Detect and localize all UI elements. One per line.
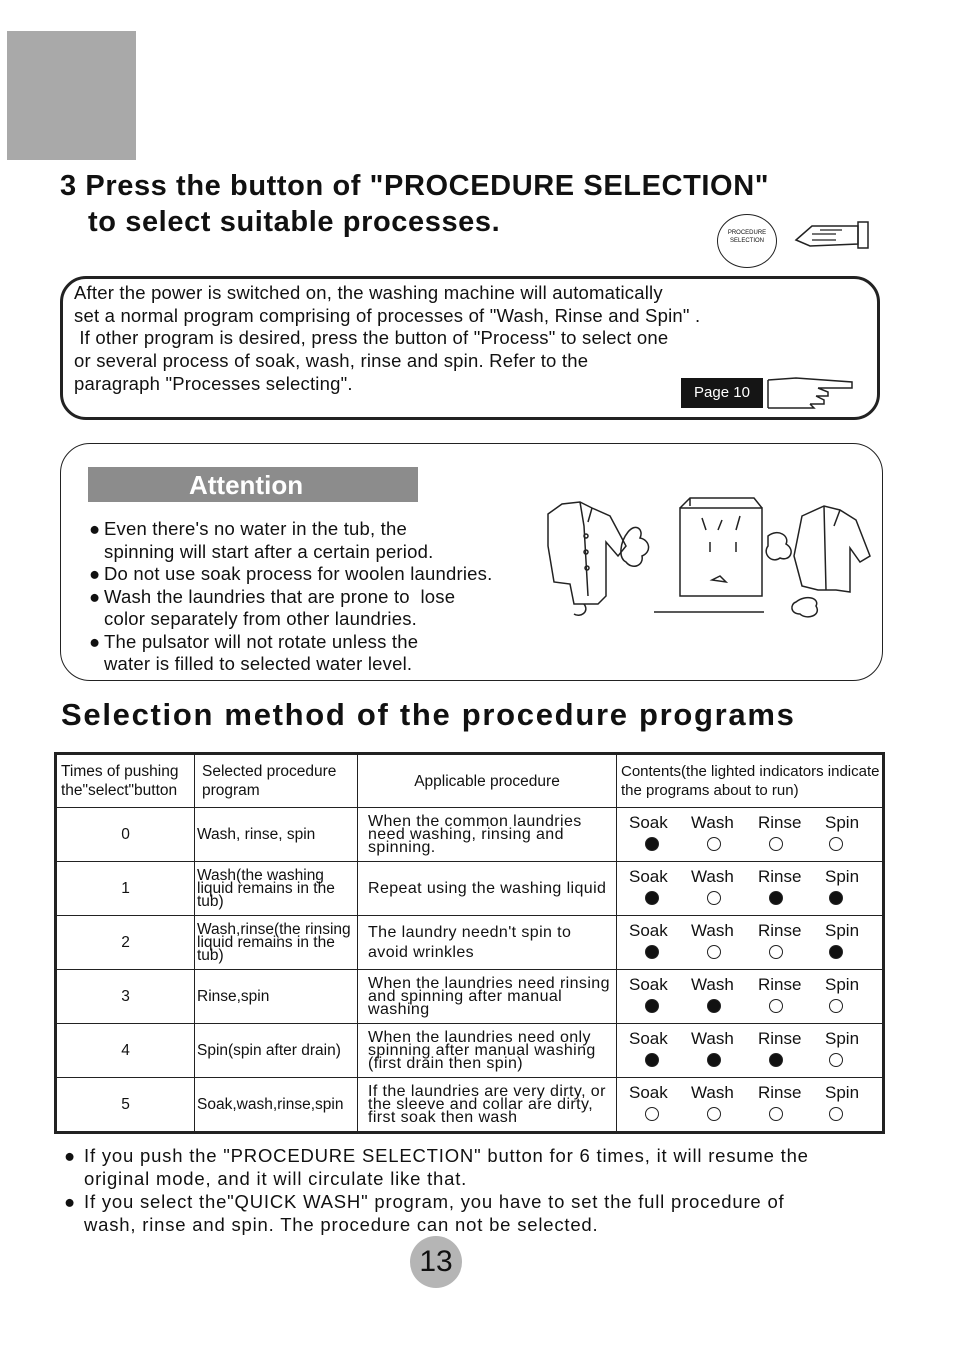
indicator-light-icon bbox=[707, 837, 721, 851]
table-row bbox=[56, 862, 884, 916]
times-cell: 4 bbox=[56, 1024, 195, 1078]
indicator-light-icon bbox=[645, 891, 659, 905]
indicator-label: Rinse bbox=[758, 867, 802, 886]
times-cell: 2 bbox=[56, 916, 195, 970]
table-body bbox=[56, 808, 884, 1133]
indicator-group bbox=[617, 970, 882, 1023]
indicator-light-icon bbox=[769, 1107, 783, 1121]
applicable-cell: The laundry needn't spin to avoid wrinkles bbox=[358, 916, 617, 970]
indicator-group bbox=[617, 808, 882, 861]
indicator-label: Spin bbox=[825, 1029, 860, 1048]
attention-item bbox=[86, 631, 492, 676]
pointing-hand-icon bbox=[792, 216, 878, 252]
indicator-light-icon bbox=[829, 891, 843, 905]
program-cell: Spin(spin after drain) bbox=[195, 1024, 358, 1078]
header-times: Times of pushing the"select"button bbox=[56, 754, 195, 808]
indicator-cell bbox=[617, 916, 884, 970]
attention-item-text: The pulsator will not rotate unless the water is filled to selected water level. bbox=[104, 630, 419, 674]
times-cell: 5 bbox=[56, 1078, 195, 1133]
indicator-light-icon bbox=[769, 1053, 783, 1067]
header-selected-program: Selected procedure program bbox=[195, 754, 358, 808]
attention-item bbox=[86, 518, 492, 563]
times-cell: 3 bbox=[56, 970, 195, 1024]
procedure-button-label-line2: SELECTION bbox=[729, 238, 764, 244]
indicator-light-icon bbox=[829, 1053, 843, 1067]
bullet-icon: ● bbox=[89, 585, 101, 607]
attention-item bbox=[86, 586, 492, 631]
bullet-icon: ● bbox=[89, 630, 101, 652]
indicator-label: Rinse bbox=[758, 975, 802, 994]
attention-item bbox=[86, 563, 492, 586]
attention-title: Attention bbox=[88, 467, 418, 502]
step-heading bbox=[60, 168, 769, 240]
indicator-light-icon bbox=[769, 945, 783, 959]
indicator-label: Soak bbox=[629, 921, 668, 940]
footnote-item bbox=[64, 1144, 809, 1190]
indicator-label: Soak bbox=[629, 813, 668, 832]
indicator-label: Wash bbox=[691, 921, 734, 940]
indicator-label: Soak bbox=[629, 867, 668, 886]
table-row bbox=[56, 1078, 884, 1133]
bullet-icon: ● bbox=[89, 518, 101, 539]
table-row bbox=[56, 808, 884, 862]
indicator-label: Rinse bbox=[758, 1083, 802, 1102]
indicator-cell bbox=[617, 808, 884, 862]
attention-item-text: Do not use soak process for woolen laundries. bbox=[104, 563, 493, 584]
indicator-light-icon bbox=[707, 999, 721, 1013]
table-row bbox=[56, 1024, 884, 1078]
applicable-cell: Repeat using the washing liquid bbox=[358, 862, 617, 916]
indicator-light-icon bbox=[707, 945, 721, 959]
table-row bbox=[56, 916, 884, 970]
times-cell: 0 bbox=[56, 808, 195, 862]
indicator-light-icon bbox=[769, 837, 783, 851]
applicable-cell: When the laundries need rinsing and spinning after manual washing bbox=[358, 970, 617, 1024]
indicator-light-icon bbox=[645, 1053, 659, 1067]
indicator-label: Wash bbox=[691, 1083, 734, 1102]
indicator-label: Soak bbox=[629, 1083, 668, 1102]
indicator-group bbox=[617, 862, 882, 915]
indicator-light-icon bbox=[829, 1107, 843, 1121]
step-heading-line2: to select suitable processes. bbox=[88, 206, 501, 238]
indicator-label: Rinse bbox=[758, 1029, 802, 1048]
indicator-light-icon bbox=[707, 1053, 721, 1067]
indicator-label: Rinse bbox=[758, 921, 802, 940]
program-cell: Rinse,spin bbox=[195, 970, 358, 1024]
indicator-group bbox=[617, 916, 882, 969]
indicator-label: Spin bbox=[825, 975, 860, 994]
indicator-cell bbox=[617, 970, 884, 1024]
indicator-light-icon bbox=[829, 945, 843, 959]
procedure-programs-table bbox=[54, 752, 885, 1134]
program-cell: Wash(the washing liquid remains in the tub) bbox=[195, 862, 358, 916]
indicator-cell bbox=[617, 1078, 884, 1133]
indicator-label: Soak bbox=[629, 975, 668, 994]
intro-text: After the power is switched on, the washing machine will automatically set a normal program comprising of processes of "Wash, Rinse and Spin" . If other program is desired, press the button of "Process" to select one or several process of soak, wash, rinse and spin. Refer to the paragraph "Processes selecting". bbox=[74, 282, 701, 394]
procedure-button-label-line1: PROCEDURE bbox=[727, 230, 767, 236]
indicator-light-icon bbox=[707, 1107, 721, 1121]
indicator-light-icon bbox=[707, 891, 721, 905]
section-title: Selection method of the procedure programs bbox=[61, 697, 796, 732]
page-number: 13 bbox=[410, 1236, 462, 1288]
indicator-label: Spin bbox=[825, 867, 860, 886]
indicator-cell bbox=[617, 1024, 884, 1078]
washing-machine-cartoon-illustration bbox=[540, 486, 880, 626]
indicator-group bbox=[617, 1024, 882, 1077]
footnote-text: If you select the"QUICK WASH" program, you have to set the full procedure of wash, rinse and spin. The procedure can not be selected. bbox=[84, 1191, 785, 1235]
indicator-label: Wash bbox=[691, 867, 734, 886]
applicable-cell: When the laundries need only spinning after manual washing (first drain then spin) bbox=[358, 1024, 617, 1078]
indicator-light-icon bbox=[645, 837, 659, 851]
table-header-row bbox=[56, 754, 884, 808]
indicator-label: Wash bbox=[691, 813, 734, 832]
indicator-label: Rinse bbox=[758, 813, 802, 832]
indicator-label: Soak bbox=[629, 1029, 668, 1048]
bullet-icon: ● bbox=[64, 1191, 76, 1212]
attention-item-text: Even there's no water in the tub, the spinning will start after a certain period. bbox=[104, 518, 434, 562]
footnotes-list bbox=[64, 1144, 809, 1236]
indicator-label: Spin bbox=[825, 921, 860, 940]
step-heading-line1: 3 Press the button of "PROCEDURE SELECTION" bbox=[60, 170, 770, 202]
indicator-light-icon bbox=[769, 999, 783, 1013]
times-cell: 1 bbox=[56, 862, 195, 916]
corner-tab-block bbox=[7, 31, 136, 160]
header-applicable: Applicable procedure bbox=[358, 754, 617, 808]
footnote-item bbox=[64, 1190, 809, 1236]
indicator-cell bbox=[617, 862, 884, 916]
indicator-light-icon bbox=[645, 999, 659, 1013]
indicator-light-icon bbox=[645, 1107, 659, 1121]
bullet-icon: ● bbox=[89, 563, 101, 584]
header-contents: Contents(the lighted indicators indicate the programs about to run) bbox=[617, 754, 884, 808]
program-cell: Soak,wash,rinse,spin bbox=[195, 1078, 358, 1133]
indicator-light-icon bbox=[645, 945, 659, 959]
attention-list bbox=[86, 518, 492, 676]
bullet-icon: ● bbox=[64, 1145, 76, 1166]
indicator-light-icon bbox=[769, 891, 783, 905]
attention-item-text: Wash the laundries that are prone to lose color separately from other laundries. bbox=[104, 585, 456, 629]
page-reference-badge: Page 10 bbox=[681, 378, 763, 408]
indicator-label: Wash bbox=[691, 975, 734, 994]
program-cell: Wash,rinse(the rinsing liquid remains in the tub) bbox=[195, 916, 358, 970]
applicable-cell: When the common laundries need washing, rinsing and spinning. bbox=[358, 808, 617, 862]
indicator-light-icon bbox=[829, 837, 843, 851]
indicator-label: Wash bbox=[691, 1029, 734, 1048]
footnote-text: If you push the "PROCEDURE SELECTION" button for 6 times, it will resume the original mode, and it will circulate like that. bbox=[84, 1145, 809, 1189]
pointing-hand-right-icon bbox=[766, 374, 858, 414]
program-cell: Wash, rinse, spin bbox=[195, 808, 358, 862]
procedure-selection-button-illustration bbox=[717, 214, 777, 268]
indicator-light-icon bbox=[829, 999, 843, 1013]
applicable-cell: If the laundries are very dirty, or the sleeve and collar are dirty, first soak then wash bbox=[358, 1078, 617, 1133]
table-row bbox=[56, 970, 884, 1024]
indicator-label: Spin bbox=[825, 1083, 860, 1102]
indicator-group bbox=[617, 1078, 882, 1131]
indicator-label: Spin bbox=[825, 813, 860, 832]
